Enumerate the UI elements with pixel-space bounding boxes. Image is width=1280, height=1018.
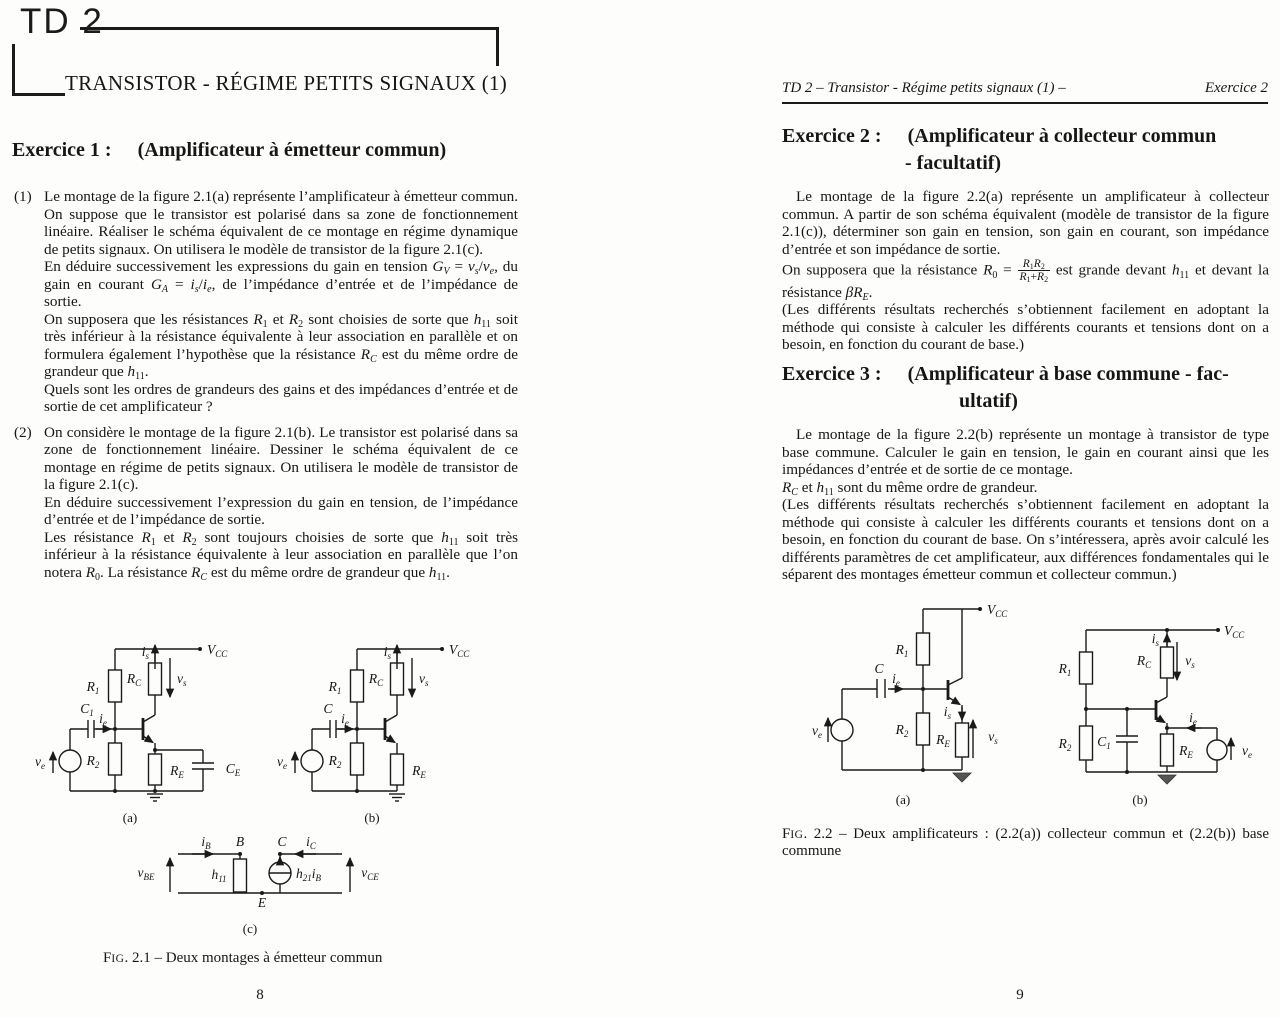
resistor-r1 — [917, 633, 930, 665]
resistor-r1 — [109, 670, 122, 702]
label-r1: $R_1$ — [1058, 661, 1072, 678]
list-item-1 — [14, 188, 518, 416]
label-c1: $C_1$ — [80, 701, 94, 718]
paragraph: Le montage de la figure 2.1(a) représente l’amplificateur à émetteur commun. On suppose que le transistor est polarisé dans sa zone de fonctionnement linéaire. Réaliser le schéma équivalent de ce montage en régime dynamique de petits signaux. On utilisera le modèle de transistor de la figure 2.1(c). — [44, 188, 518, 258]
label-vbe: $v_{BE}$ — [137, 865, 155, 882]
source-ve — [59, 750, 81, 772]
resistor-r2 — [1080, 726, 1093, 760]
paragraph: On supposera que la résistance $R_0$ = $\frac{R_1R_2}{R_1+R_2}$ est grande devant $h_{11}$ et devant la résistance $\beta R_E$. — [782, 258, 1269, 303]
resistor-r1 — [351, 670, 364, 702]
exercise-3-label: Exercice 3 : — [782, 363, 882, 385]
paragraph: (Les différents résultats recherchés s’obtiennent facilement en adoptant la méthode qui consiste à calculer les différents courants et tensions dont on a besoin, en fonction du courant de base. On s’intéressera, après avoir calculé les différents paramètres de cet amplificateur, aux différences fondamentales qui le séparent des montages émetteur commun et collecteur commun.) — [782, 496, 1269, 583]
exercise-1-title: (Amplificateur à émetteur commun) — [137, 139, 447, 161]
exercise-1-heading — [12, 137, 520, 164]
resistor-r2 — [351, 743, 364, 775]
label-ce: $C_E$ — [225, 761, 241, 778]
resistor-re — [149, 754, 162, 785]
label-r2: $R_2$ — [328, 753, 342, 770]
paragraph: Le montage de la figure 2.2(b) représente un montage à transistor de type base commune. Calculer le gain en tension, le gain en courant ainsi que les impédances d’entrée et de sortie de ce montage. — [782, 426, 1269, 478]
running-header-exercise: Exercice 2 — [1204, 80, 1268, 96]
item-number: (2) — [14, 423, 32, 441]
label-vcc: $V_{CC}$ — [1224, 623, 1245, 640]
exercise-2-body — [782, 188, 1269, 354]
label-vs: $v_s$ — [1185, 653, 1195, 670]
label-rc: $R_C$ — [368, 671, 384, 688]
sublabel-b: (b) — [1132, 792, 1148, 807]
label-c: C — [874, 661, 884, 676]
exercise-1-body — [14, 188, 518, 581]
label-re: $R_E$ — [170, 763, 184, 780]
sublabel-b: (b) — [364, 810, 380, 825]
sublabel-a: (a) — [895, 792, 911, 807]
label-c1: $C_1$ — [1097, 734, 1111, 751]
label-vcc: $V_{CC}$ — [207, 642, 228, 659]
wires — [1080, 628, 1228, 784]
wires — [59, 647, 214, 801]
sublabel-c: (c) — [242, 921, 258, 936]
running-header-title: TD 2 – Transistor - Régime petits signaux (1) – — [782, 80, 1066, 96]
label-ve: $v_e$ — [277, 754, 287, 771]
source-ve — [831, 719, 853, 741]
label-r1: $R_1$ — [86, 679, 100, 696]
resistor-r2 — [109, 743, 122, 775]
label-vs: $v_s$ — [177, 671, 187, 688]
exercise-2-heading — [782, 123, 1269, 177]
circuit-fig21b-emitter-common — [272, 623, 502, 828]
label-node-b: B — [235, 834, 245, 849]
paragraph: Les résistance $R_1$ et $R_2$ sont toujours choisies de sorte que $h_{11}$ soit très inférieur à la résistance équivalente à leur association en parallèle que l’on notera $R_0$. La résistance $R_C$ est du même ordre de grandeur que $h_{11}$. — [44, 528, 518, 583]
figure-2-1-caption: FIG. 2.1 – Deux montages à émetteur commun — [103, 950, 383, 966]
paragraph: On considère le montage de la figure 2.1(b). Le transistor est polarisé dans sa zone de fonctionnement linéaire. Dessiner le schéma équivalent de ce montage en régime de petits signaux. On utilisera le modèle de transistor de la figure 2.1(c). — [44, 423, 518, 493]
exercise-3-title-line1: (Amplificateur à base commune - fac- — [907, 363, 1229, 385]
resistor-r1 — [1080, 652, 1093, 684]
label-node-c: C — [277, 834, 287, 849]
label-r2: $R_2$ — [895, 722, 909, 739]
exercise-3-title-line2: ultatif) — [959, 390, 1018, 412]
resistor-re — [1161, 734, 1174, 766]
paragraph: En déduire successivement l’expression du gain en tension, de l’impédance d’entrée et de l’impédance de sortie. — [44, 493, 518, 528]
label-ie: $i_e$ — [341, 711, 349, 728]
source-ve — [1207, 740, 1227, 760]
label-re: $R_E$ — [936, 732, 950, 749]
wires — [831, 607, 982, 782]
running-header — [782, 80, 1268, 104]
label-vce: $v_{CE}$ — [361, 865, 379, 882]
transistor-emitter-arrow — [385, 736, 395, 743]
circuit-fig21a-emitter-common — [30, 623, 260, 828]
circuit-fig22b-base-common — [1038, 588, 1278, 813]
sublabel-a: (a) — [122, 810, 138, 825]
label-is: $i_s$ — [1151, 631, 1159, 648]
label-rc: $R_C$ — [1136, 653, 1152, 670]
label-ie: $i_e$ — [1189, 710, 1197, 727]
label-ie: $i_e$ — [892, 671, 900, 688]
paragraph: On supposera que les résistances $R_1$ et $R_2$ sont choisies de sorte que $h_{11}$ soit très inférieur à la résistance équivalente à leur association en parallèle et on formulera également l’hypothèse que la résistance $R_C$ est du même ordre de grandeur que $h_{11}$. — [44, 310, 519, 382]
transistor-emitter-arrow — [143, 736, 153, 743]
paragraph: En déduire successivement les expressions du gain en tension $G_V = v_s/v_e$, du gain en courant $G_A = i_s/i_e$, de l’impédance d’entrée et de l’impédance de sortie. — [44, 258, 518, 310]
label-ve: $v_e$ — [1242, 743, 1252, 760]
label-r2: $R_2$ — [86, 753, 100, 770]
exercise-2-label: Exercice 2 : — [782, 125, 882, 147]
td-number-label: TD 2 — [20, 2, 104, 41]
ground-icon — [953, 773, 971, 782]
circuit-fig22a-collector-common — [788, 588, 1038, 813]
label-vs: $v_s$ — [419, 671, 429, 688]
exercise-2-title-line2: - facultatif) — [905, 152, 1002, 174]
label-re: $R_E$ — [1179, 743, 1193, 760]
label-ib: $i_B$ — [201, 834, 211, 851]
label-vcc: $V_{CC}$ — [987, 602, 1008, 619]
exercise-1-label: Exercice 1 : — [12, 139, 112, 161]
paragraph: Le montage de la figure 2.2(a) représente un amplificateur à collecteur commun. A partir de son schéma équivalent (modèle de transistor de la figure 2.1(c)), déterminer son gain en tension, son gain en courant, son impédance d’entrée et son impédance de sortie. — [782, 188, 1269, 258]
label-h21ib: $h_{21}i_B$ — [296, 866, 322, 883]
paragraph: $R_C$ et $h_{11}$ sont du même ordre de grandeur. — [782, 478, 1038, 498]
transistor-emitter-arrow — [948, 697, 960, 705]
resistor-re — [956, 723, 969, 757]
label-is: $i_s$ — [141, 644, 149, 661]
figure-2-2-caption: FIG. 2.2 – Deux amplificateurs : (2.2(a)) collecteur commun et (2.2(b)) base commune — [782, 826, 1269, 859]
label-rc: $R_C$ — [126, 671, 142, 688]
label-is: $i_s$ — [943, 704, 951, 721]
document-title: TRANSISTOR - RÉGIME PETITS SIGNAUX (1) — [65, 71, 508, 95]
source-ve — [301, 750, 323, 772]
paragraph: Quels sont les ordres de grandeurs des gains et des impédances d’entrée et de sortie de cet amplificateur ? — [44, 380, 518, 415]
label-re: $R_E$ — [412, 763, 426, 780]
label-ic: $i_C$ — [306, 834, 316, 851]
list-item-2 — [14, 424, 518, 582]
label-node-e: E — [257, 895, 267, 910]
page-number-right: 9 — [1016, 987, 1024, 1003]
resistor-h11 — [234, 859, 247, 892]
exercise-3-body — [782, 426, 1269, 584]
label-vcc: $V_{CC}$ — [449, 642, 470, 659]
ground-icon — [1158, 775, 1176, 784]
item-number: (1) — [14, 188, 32, 205]
current-voltage-arrows — [170, 854, 350, 892]
label-r2: $R_2$ — [1058, 736, 1072, 753]
label-is: $i_s$ — [383, 644, 391, 661]
title-rule-top — [80, 27, 499, 66]
exercise-2-title-line1: (Amplificateur à collecteur commun — [907, 125, 1217, 147]
label-h11: $h_{11}$ — [211, 867, 227, 884]
circuit-fig21c-transistor-model — [120, 830, 420, 948]
exercise-3-heading — [782, 361, 1269, 415]
label-ve: $v_e$ — [812, 723, 822, 740]
label-r1: $R_1$ — [895, 642, 909, 659]
resistor-re — [391, 754, 404, 785]
label-ve: $v_e$ — [35, 754, 45, 771]
label-vs: $v_s$ — [988, 729, 998, 746]
title-bracket-left — [12, 44, 65, 96]
page-number-left: 8 — [256, 987, 264, 1003]
label-r1: $R_1$ — [328, 679, 342, 696]
paragraph: (Les différents résultats recherchés s’obtiennent facilement en adoptant la méthode qui consiste à calculer les différents courants et tensions dont on a besoin, en fonction du courant de base.) — [782, 301, 1269, 354]
resistor-r2 — [917, 713, 930, 745]
resistor-rc — [1161, 647, 1174, 678]
label-ie: $i_e$ — [99, 711, 107, 728]
label-c: C — [323, 701, 333, 716]
